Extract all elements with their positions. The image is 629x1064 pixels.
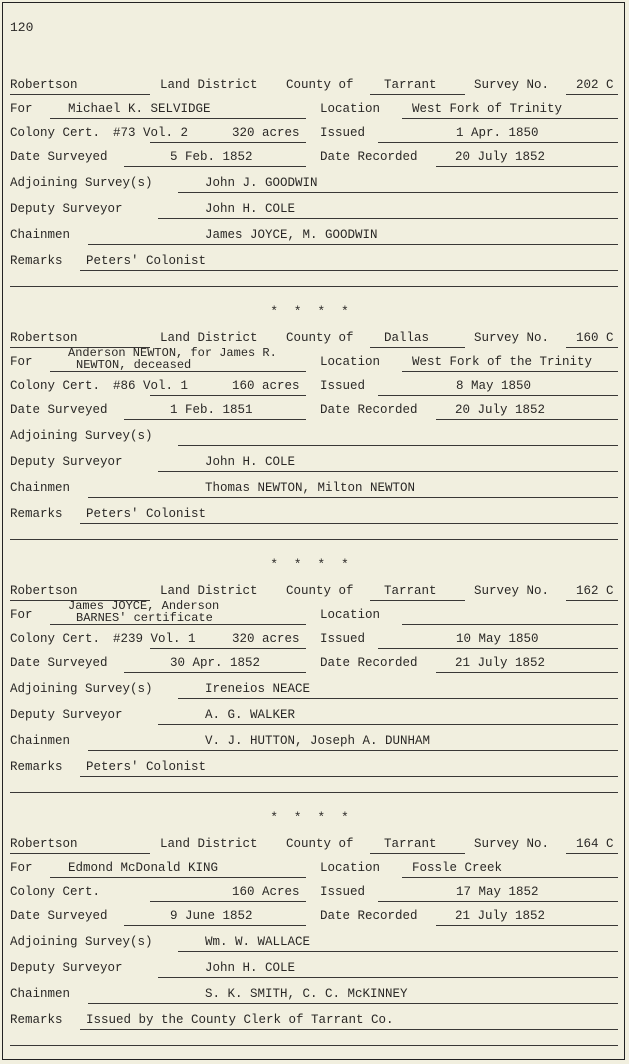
adjoining-value: Ireneios NEACE bbox=[205, 682, 311, 696]
land-district-value: Robertson bbox=[10, 331, 78, 345]
land-district-value: Robertson bbox=[10, 584, 78, 598]
date-recorded-value: 21 July 1852 bbox=[455, 909, 546, 923]
remarks-value: Peters' Colonist bbox=[86, 760, 207, 774]
date-recorded-label: Date Recorded bbox=[320, 909, 418, 923]
date-recorded-value: 20 July 1852 bbox=[455, 403, 546, 417]
adjoining-label: Adjoining Survey(s) bbox=[10, 176, 153, 190]
underline bbox=[566, 347, 618, 348]
date-surveyed-value: 30 Apr. 1852 bbox=[170, 656, 261, 670]
for-label: For bbox=[10, 102, 33, 116]
underline bbox=[402, 371, 618, 372]
blank-line bbox=[10, 286, 618, 287]
deputy-surveyor-value: John H. COLE bbox=[205, 961, 296, 975]
date-surveyed-label: Date Surveyed bbox=[10, 909, 108, 923]
survey-no-label: Survey No. bbox=[474, 78, 550, 92]
underline bbox=[436, 166, 618, 167]
grantee-line-1: James JOYCE, Anderson bbox=[68, 599, 220, 613]
underline bbox=[124, 166, 306, 167]
underline bbox=[178, 951, 618, 952]
underline bbox=[436, 419, 618, 420]
land-district-label: Land District bbox=[160, 584, 258, 598]
date-surveyed-label: Date Surveyed bbox=[10, 150, 108, 164]
county-value: Tarrant bbox=[384, 584, 437, 598]
underline bbox=[566, 853, 618, 854]
deputy-surveyor-label: Deputy Surveyor bbox=[10, 708, 123, 722]
for-label: For bbox=[10, 861, 33, 875]
location-value: Fossle Creek bbox=[412, 861, 503, 875]
adjoining-value: John J. GOODWIN bbox=[205, 176, 318, 190]
grantee-line-2: BARNES' certificate bbox=[76, 611, 213, 625]
remarks-label: Remarks bbox=[10, 507, 63, 521]
date-surveyed-label: Date Surveyed bbox=[10, 403, 108, 417]
grantee-value bbox=[68, 600, 219, 624]
grantee-value bbox=[68, 347, 277, 371]
underline bbox=[150, 901, 306, 902]
date-recorded-label: Date Recorded bbox=[320, 150, 418, 164]
underline bbox=[378, 648, 618, 649]
date-surveyed-label: Date Surveyed bbox=[10, 656, 108, 670]
for-label: For bbox=[10, 608, 33, 622]
underline bbox=[80, 776, 618, 777]
underline bbox=[50, 877, 306, 878]
survey-no-value: 202 C bbox=[576, 78, 614, 92]
acres-value: 160 acres bbox=[232, 379, 300, 393]
issued-value: 10 May 1850 bbox=[456, 632, 539, 646]
underline bbox=[88, 750, 618, 751]
underline bbox=[88, 497, 618, 498]
adjoining-label: Adjoining Survey(s) bbox=[10, 429, 153, 443]
underline bbox=[178, 698, 618, 699]
underline bbox=[124, 672, 306, 673]
blank-line bbox=[10, 539, 618, 540]
issued-label: Issued bbox=[320, 379, 366, 393]
underline bbox=[50, 371, 306, 372]
survey-no-label: Survey No. bbox=[474, 331, 550, 345]
chainmen-value: Thomas NEWTON, Milton NEWTON bbox=[205, 481, 416, 495]
remarks-label: Remarks bbox=[10, 1013, 63, 1027]
survey-no-label: Survey No. bbox=[474, 837, 550, 851]
chainmen-value: V. J. HUTTON, Joseph A. DUNHAM bbox=[205, 734, 431, 748]
location-label: Location bbox=[320, 608, 381, 622]
underline bbox=[158, 724, 618, 725]
underline bbox=[10, 94, 150, 95]
underline bbox=[378, 901, 618, 902]
underline bbox=[158, 471, 618, 472]
colony-cert-value: #239 Vol. 1 bbox=[113, 632, 196, 646]
survey-no-value: 162 C bbox=[576, 584, 614, 598]
remarks-value: Issued by the County Clerk of Tarrant Co. bbox=[86, 1013, 394, 1027]
survey-no-value: 164 C bbox=[576, 837, 614, 851]
county-label: County of bbox=[286, 837, 354, 851]
underline bbox=[370, 853, 465, 854]
deputy-surveyor-label: Deputy Surveyor bbox=[10, 202, 123, 216]
issued-label: Issued bbox=[320, 632, 366, 646]
adjoining-value: Wm. W. WALLACE bbox=[205, 935, 311, 949]
survey-no-value: 160 C bbox=[576, 331, 614, 345]
issued-value: 8 May 1850 bbox=[456, 379, 532, 393]
issued-label: Issued bbox=[320, 126, 366, 140]
underline bbox=[402, 877, 618, 878]
chainmen-value: S. K. SMITH, C. C. McKINNEY bbox=[205, 987, 408, 1001]
blank-line bbox=[10, 792, 618, 793]
adjoining-label: Adjoining Survey(s) bbox=[10, 935, 153, 949]
location-label: Location bbox=[320, 861, 381, 875]
underline bbox=[402, 118, 618, 119]
underline bbox=[178, 192, 618, 193]
chainmen-label: Chainmen bbox=[10, 734, 71, 748]
deputy-surveyor-label: Deputy Surveyor bbox=[10, 455, 123, 469]
remarks-label: Remarks bbox=[10, 760, 63, 774]
location-value: West Fork of Trinity bbox=[412, 102, 563, 116]
underline bbox=[370, 94, 465, 95]
date-surveyed-value: 1 Feb. 1851 bbox=[170, 403, 253, 417]
underline bbox=[370, 347, 465, 348]
chainmen-label: Chainmen bbox=[10, 481, 71, 495]
land-district-label: Land District bbox=[160, 78, 258, 92]
underline bbox=[50, 624, 306, 625]
chainmen-label: Chainmen bbox=[10, 228, 71, 242]
underline bbox=[178, 445, 618, 446]
underline bbox=[10, 853, 150, 854]
location-value: West Fork of the Trinity bbox=[412, 355, 593, 369]
grantee-line-2: NEWTON, deceased bbox=[76, 358, 192, 372]
record-separator: * * * * bbox=[270, 557, 353, 572]
date-surveyed-value: 5 Feb. 1852 bbox=[170, 150, 253, 164]
land-district-value: Robertson bbox=[10, 837, 78, 851]
for-label: For bbox=[10, 355, 33, 369]
colony-cert-label: Colony Cert. bbox=[10, 379, 101, 393]
deputy-surveyor-value: A. G. WALKER bbox=[205, 708, 296, 722]
deputy-surveyor-label: Deputy Surveyor bbox=[10, 961, 123, 975]
underline bbox=[436, 672, 618, 673]
colony-cert-label: Colony Cert. bbox=[10, 632, 101, 646]
acres-value: 320 acres bbox=[232, 126, 300, 140]
colony-cert-value: #73 Vol. 2 bbox=[113, 126, 189, 140]
land-district-value: Robertson bbox=[10, 78, 78, 92]
colony-cert-label: Colony Cert. bbox=[10, 885, 101, 899]
remarks-label: Remarks bbox=[10, 254, 63, 268]
colony-cert-label: Colony Cert. bbox=[10, 126, 101, 140]
underline bbox=[50, 118, 306, 119]
underline bbox=[402, 624, 618, 625]
deputy-surveyor-value: John H. COLE bbox=[205, 202, 296, 216]
date-recorded-value: 21 July 1852 bbox=[455, 656, 546, 670]
underline bbox=[124, 925, 306, 926]
grantee-value: Edmond McDonald KING bbox=[68, 861, 219, 875]
land-district-label: Land District bbox=[160, 331, 258, 345]
county-value: Tarrant bbox=[384, 78, 437, 92]
issued-value: 17 May 1852 bbox=[456, 885, 539, 899]
county-label: County of bbox=[286, 584, 354, 598]
underline bbox=[80, 270, 618, 271]
grantee-value: Michael K. SELVIDGE bbox=[68, 102, 211, 116]
issued-value: 1 Apr. 1850 bbox=[456, 126, 539, 140]
underline bbox=[566, 94, 618, 95]
county-label: County of bbox=[286, 78, 354, 92]
underline bbox=[378, 142, 618, 143]
county-label: County of bbox=[286, 331, 354, 345]
underline bbox=[158, 218, 618, 219]
chainmen-label: Chainmen bbox=[10, 987, 71, 1001]
location-label: Location bbox=[320, 355, 381, 369]
page-number: 120 bbox=[10, 20, 34, 35]
underline bbox=[436, 925, 618, 926]
county-value: Tarrant bbox=[384, 837, 437, 851]
remarks-value: Peters' Colonist bbox=[86, 507, 207, 521]
survey-no-label: Survey No. bbox=[474, 584, 550, 598]
issued-label: Issued bbox=[320, 885, 366, 899]
county-value: Dallas bbox=[384, 331, 430, 345]
blank-line bbox=[10, 1045, 618, 1046]
underline bbox=[158, 977, 618, 978]
acres-value: 160 Acres bbox=[232, 885, 300, 899]
date-recorded-label: Date Recorded bbox=[320, 403, 418, 417]
remarks-value: Peters' Colonist bbox=[86, 254, 207, 268]
acres-value: 320 acres bbox=[232, 632, 300, 646]
underline bbox=[566, 600, 618, 601]
location-label: Location bbox=[320, 102, 381, 116]
underline bbox=[88, 1003, 618, 1004]
land-district-label: Land District bbox=[160, 837, 258, 851]
record-separator: * * * * bbox=[270, 810, 353, 825]
date-recorded-label: Date Recorded bbox=[320, 656, 418, 670]
grantee-line-1: Anderson NEWTON, for James R. bbox=[68, 346, 277, 360]
underline bbox=[80, 523, 618, 524]
deputy-surveyor-value: John H. COLE bbox=[205, 455, 296, 469]
underline bbox=[150, 142, 306, 143]
underline bbox=[80, 1029, 618, 1030]
underline bbox=[370, 600, 465, 601]
chainmen-value: James JOYCE, M. GOODWIN bbox=[205, 228, 378, 242]
underline bbox=[150, 395, 306, 396]
underline bbox=[124, 419, 306, 420]
date-recorded-value: 20 July 1852 bbox=[455, 150, 546, 164]
underline bbox=[378, 395, 618, 396]
colony-cert-value: #86 Vol. 1 bbox=[113, 379, 189, 393]
record-separator: * * * * bbox=[270, 304, 353, 319]
underline bbox=[88, 244, 618, 245]
date-surveyed-value: 9 June 1852 bbox=[170, 909, 253, 923]
adjoining-label: Adjoining Survey(s) bbox=[10, 682, 153, 696]
underline bbox=[150, 648, 306, 649]
